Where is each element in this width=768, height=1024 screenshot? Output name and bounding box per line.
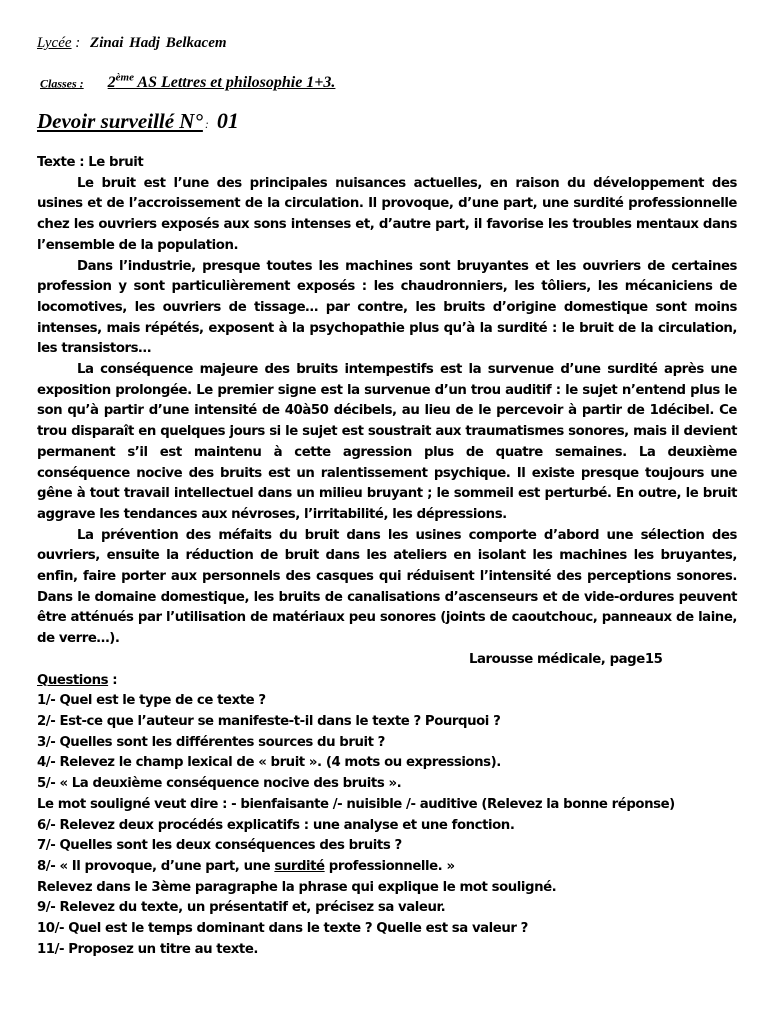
title-number: 01 (216, 108, 239, 133)
class-label: Classes : (40, 76, 84, 91)
question-5-note: Le mot souligné veut dire : - bienfaisante /- nuisible /- auditive (Relevez la bonne réponse) (37, 796, 675, 812)
school-line (37, 35, 227, 52)
class-level: 2 (107, 74, 116, 92)
question-6: 6/- Relevez deux procédés explicatifs : une analyse et une fonction. (37, 817, 515, 833)
page-title (37, 108, 239, 134)
title-text: Devoir surveillé N° (37, 109, 203, 133)
question-8-note: Relevez dans le 3ème paragraphe la phrase qui explique le mot souligné. (37, 879, 557, 895)
questions-heading (37, 671, 737, 692)
question-11: 11/- Proposez un titre au texte. (37, 941, 258, 957)
question-8-start: 8/- « Il provoque, d’une part, une (37, 858, 275, 874)
paragraph-2: Dans l’industrie, presque toutes les machines sont bruyantes et les ouvriers de certaines profession y sont particulièrement exposés : les chaudronniers, les tôliers, les mécaniciens de locomotives, les ouvriers de tissage… par contre, les bruits d’origine domestique sont moins intenses, mais répétés, exposent à la psychopathie plus qu’à la surdité : le bruit de la circulation, les transistors… (37, 258, 737, 357)
question-4: 4/- Relevez le champ lexical de « bruit ». (4 mots ou expressions). (37, 755, 501, 771)
document-body (37, 153, 737, 960)
question-8-end: professionnelle. » (324, 858, 455, 874)
class-line (40, 72, 335, 92)
question-7: 7/- Quelles sont les deux conséquences des bruits ? (37, 838, 402, 854)
question-8-underlined-word: surdité (274, 858, 325, 874)
question-1: 1/- Quel est le type de ce texte ? (37, 693, 266, 709)
class-value (108, 74, 336, 91)
school-separator: : (71, 35, 81, 51)
class-name: AS Lettres et philosophie 1+3. (134, 74, 336, 92)
class-level-suffix: ème (115, 72, 134, 84)
school-name: Zinai Hadj Belkacem (90, 35, 227, 51)
text-heading: Texte : Le bruit (37, 155, 144, 170)
school-label: Lycée (37, 35, 72, 51)
question-5: 5/- « La deuxième conséquence nocive des bruits ». (37, 776, 402, 792)
question-3: 3/- Quelles sont les différentes sources du bruit ? (37, 734, 385, 750)
question-10: 10/- Quel est le temps dominant dans le texte ? Quelle est sa valeur ? (37, 921, 528, 937)
questions-heading-separator: : (108, 672, 118, 688)
questions-heading-label: Questions (37, 672, 109, 688)
question-8 (37, 857, 737, 878)
question-2: 2/- Est-ce que l’auteur se manifeste-t-il dans le texte ? Pourquoi ? (37, 713, 501, 729)
question-9: 9/- Relevez du texte, un présentatif et, précisez sa valeur. (37, 900, 446, 916)
paragraph-3: La conséquence majeure des bruits intempestifs est la survenue d’une surdité après une exposition prolongée. Le premier signe est la survenue d’un trou auditif : le sujet n’entend plus le son qu’à partir d’une intensité de 40à50 décibels, au lieu de le percevoir à partir de 1décibel. Ce trou disparaît en quelques jours si le sujet est soustrait aux traumatismes sonores, mais il devient permanent s’il est maintenu à cette agression plus de quatre semaines. La deuxième conséquence nocive des bruits est un ralentissement psychique. Il existe presque toujours une gêne à tout travail intellectuel dans un milieu bruyant ; le sommeil est perturbé. En outre, le bruit aggrave les tendances aux névroses, l’irritabilité, les dépressions. (37, 362, 737, 522)
source-citation: Larousse médicale, page15 (469, 651, 663, 667)
title-separator: : (204, 117, 209, 131)
paragraph-1: Le bruit est l’une des principales nuisances actuelles, en raison du développement des usines et de l’accroissement de la circulation. Il provoque, d’une part, une surdité professionnelle chez les ouvriers exposés aux sons intenses et, d’autre part, il favorise les troubles mentaux dans l’ensemble de la population. (37, 175, 737, 253)
paragraph-4: La prévention des méfaits du bruit dans les usines comporte d’abord une sélection des ouvriers, ensuite la réduction de bruit dans les ateliers en isolant les machines les bruyantes, enfin, faire porter aux personnels des casques qui réduisent l’intensité des perceptions sonores. Dans le domaine domestique, les bruits de canalisations d’ascenseurs et de vide-ordures peuvent être atténués par l’utilisation de matériaux peu sonores (joints de caoutchouc, panneaux de laine, de verre…). (37, 527, 737, 647)
